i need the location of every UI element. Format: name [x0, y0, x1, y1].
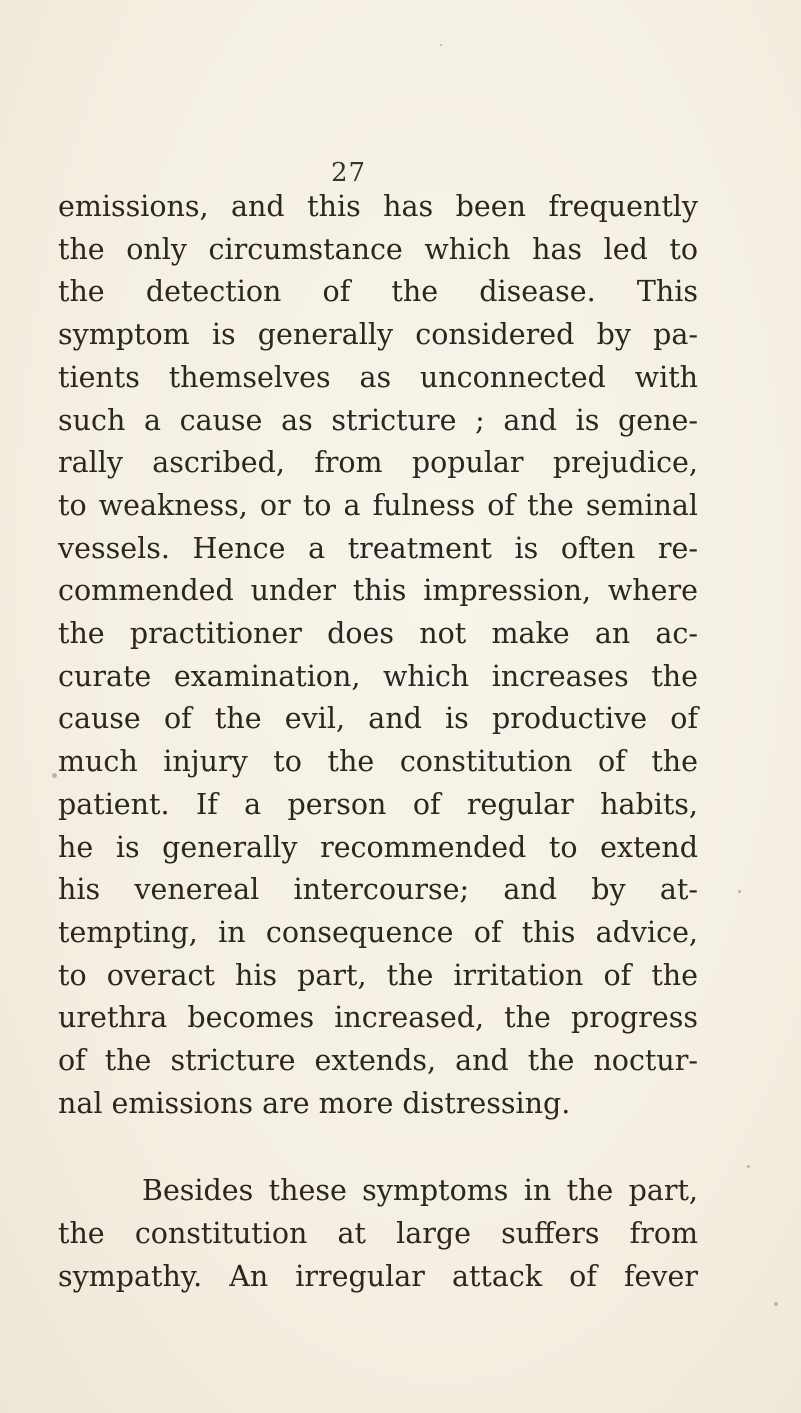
text-line: he is generally recommended to extend — [58, 830, 698, 864]
text-line: vessels. Hence a treatment is often re- — [58, 531, 698, 565]
text-line: tempting, in consequence of this advice, — [58, 915, 698, 949]
paper-speck — [52, 773, 57, 778]
text-line: nal emissions are more distressing. — [58, 1086, 571, 1120]
text-line: the detection of the disease. This — [58, 275, 698, 309]
paper-speck — [747, 1165, 750, 1168]
text-line: symptom is generally considered by pa- — [58, 318, 698, 352]
paper-speck — [440, 44, 442, 46]
paragraph-gap — [58, 1125, 698, 1170]
text-line: sympathy. An irregular attack of fever — [58, 1259, 698, 1293]
text-line: his venereal intercourse; and by at- — [58, 873, 698, 907]
text-line: emissions, and this has been frequently — [58, 190, 698, 223]
text-line: to overact his part, the irritation of the — [58, 958, 698, 992]
paper-speck — [738, 890, 741, 893]
text-line: commended under this impression, where — [58, 574, 698, 608]
text-line: urethra becomes increased, the progress — [58, 1001, 698, 1035]
text-line: to weakness, or to a fulness of the seminal — [58, 488, 698, 522]
text-line: of the stricture extends, and the noctur- — [58, 1044, 698, 1078]
paragraph-2 — [58, 1170, 698, 1298]
page-number: 27 — [331, 158, 367, 188]
text-line: curate examination, which increases the — [58, 659, 698, 693]
text-line: much injury to the constitution of the — [58, 745, 698, 779]
text-line: the constitution at large suffers from — [58, 1217, 698, 1251]
paper-speck — [774, 1302, 778, 1306]
text-line: such a cause as stricture ; and is gene- — [58, 403, 698, 437]
text-line: patient. If a person of regular habits, — [58, 787, 698, 821]
body-text — [58, 186, 698, 1299]
text-line: rally ascribed, from popular prejudice, — [58, 446, 698, 480]
text-line: tients themselves as unconnected with — [58, 360, 698, 394]
text-line: Besides these symptoms in the part, — [142, 1174, 698, 1208]
paragraph-1 — [58, 186, 698, 1125]
text-line: the only circumstance which has led to — [58, 232, 698, 266]
text-line: cause of the evil, and is productive of — [58, 702, 698, 736]
text-line: the practitioner does not make an ac- — [58, 617, 698, 651]
